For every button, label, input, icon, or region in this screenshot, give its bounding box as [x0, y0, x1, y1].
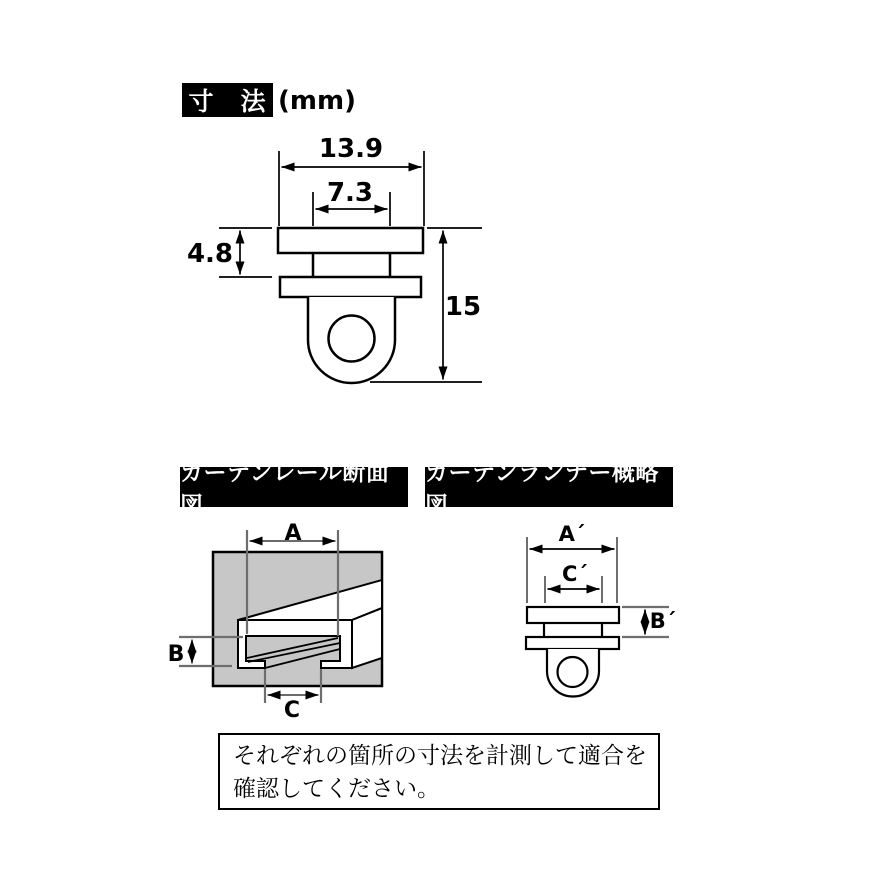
measurement-note-line1: それぞれの箇所の寸法を計測して適合を: [233, 743, 647, 769]
runner-loop-hole: [329, 316, 375, 362]
measurement-note-line2: 確認してください。: [233, 776, 440, 802]
runner-schematic-top-flange: [527, 607, 619, 623]
runner-dim-b-label: B´: [649, 609, 677, 633]
dim-total-height-label: 15: [444, 292, 482, 322]
runner-dim-a-label: A´: [558, 522, 586, 546]
dimensions-unit-label: (mm): [278, 86, 356, 116]
dim-slot-width-label: 7.3: [326, 178, 374, 208]
runner-top-flange: [278, 228, 423, 253]
runner-schematic-view: [526, 522, 676, 697]
runner-lower-flange: [280, 277, 421, 297]
rail-dim-b-label: B: [167, 642, 185, 667]
runner-front-view: [187, 134, 482, 383]
dim-top-width-label: 13.9: [318, 134, 384, 164]
rail-dim-c-label: C: [283, 698, 301, 723]
rail-section-header: カーテンレール断面図: [180, 467, 408, 507]
rail-cross-section-view: [168, 521, 382, 723]
runner-schematic-lower-flange: [526, 637, 619, 649]
dimensions-title-badge: 寸 法: [182, 83, 273, 117]
runner-schematic-header: カーテンランナー概略図: [425, 467, 673, 507]
runner-dim-c-label: C´: [562, 562, 588, 586]
rail-dim-a-label: A: [284, 521, 302, 546]
runner-schematic-loop-hole: [558, 657, 588, 687]
dim-flange-height-label: 4.8: [186, 239, 234, 269]
measurement-note: [218, 733, 660, 810]
